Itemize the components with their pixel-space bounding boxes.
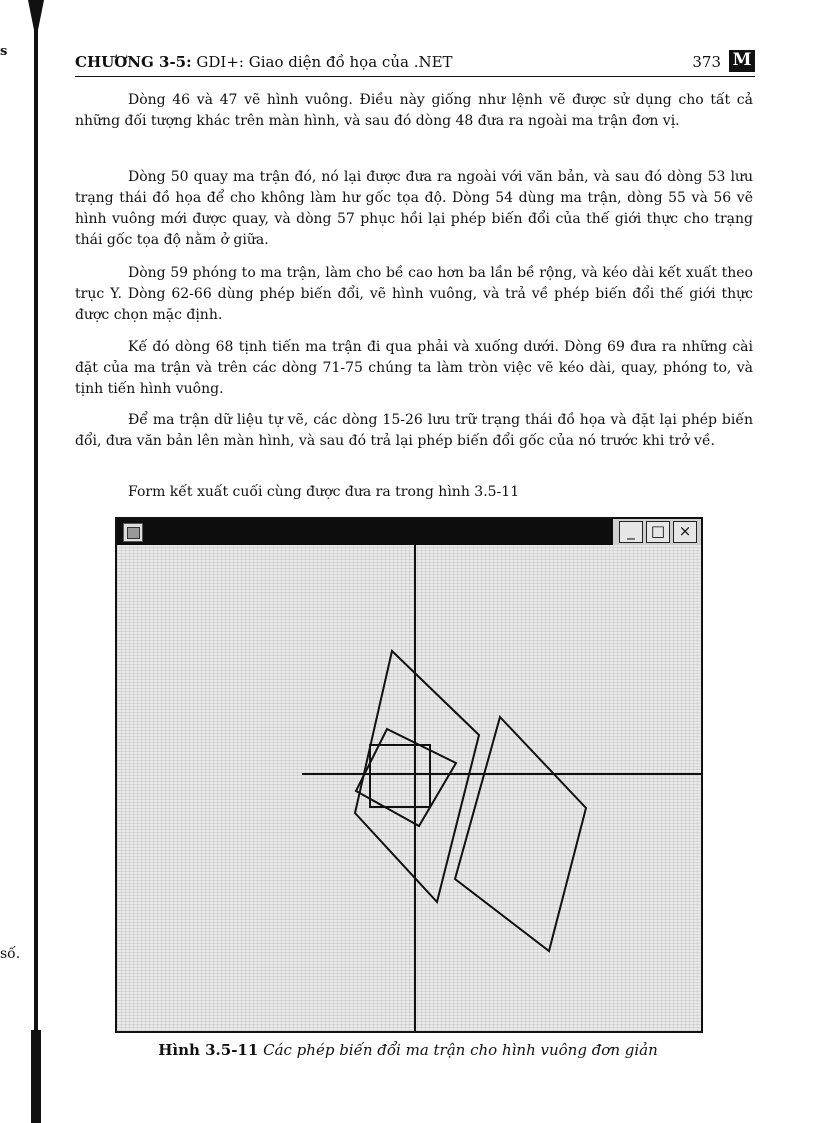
margin-mark: s — [0, 44, 8, 59]
chapter-title — [75, 53, 453, 71]
page-header — [75, 50, 755, 77]
figure-caption — [0, 1041, 816, 1059]
chapter-name: GDI+: Giao diện đồ họa của .NET — [196, 53, 453, 71]
paragraph-3: Dòng 59 phóng to ma trận, làm cho bề cao hơn ba lần bề rộng, và kéo dài kết xuất theo trục Y. Dòng 62-66 dùng phép biến đổi, vẽ hình vuông, và trả về phép biến đổi thế giới thực được chọn mặc định. — [75, 265, 753, 323]
caption-text: Các phép biến đổi ma trận cho hình vuông đơn giản — [263, 1041, 658, 1059]
screenshot-figure — [115, 517, 703, 1033]
paragraph-5: Để ma trận dữ liệu tự vẽ, các dòng 15-26 lưu trữ trạng thái đồ họa và đặt lại phép biến đổi, đưa văn bản lên màn hình, và sau đó trả lại phép biến đổi gốc của nó trước khi trở về. — [75, 412, 753, 449]
paragraph-2: Dòng 50 quay ma trận đó, nó lại được đưa ra ngoài với văn bản, và sau đó dòng 53 lưu trạng thái đồ họa để cho không làm hư gốc tọa độ. Dòng 54 dùng ma trận, dòng 55 và 56 vẽ hình vuông mới được quay, và dòng 57 phục hồi lại phép biến đổi của thế giới thực cho trạng thái gốc tọa độ nằm ở giữa. — [75, 169, 753, 248]
binding-line — [34, 0, 38, 1123]
paragraph-4: Kế đó dòng 68 tịnh tiến ma trận đi qua phải và xuống dưới. Dòng 69 đưa ra những cài đặt của ma trận và trên các dòng 71-75 chúng ta làm tròn việc vẽ kéo dài, quay, phóng to, và tịnh tiến hình vuông. — [75, 339, 753, 397]
publisher-logo: M — [729, 50, 755, 72]
page-number: 373 — [692, 53, 721, 71]
window-controls — [613, 519, 701, 545]
minimize-button[interactable]: _ — [619, 521, 643, 543]
caption-label: Hình 3.5-11 — [158, 1041, 259, 1059]
window-titlebar — [117, 519, 701, 545]
margin-text: số. — [0, 946, 21, 962]
unit-square — [370, 745, 430, 807]
figure-intro: Form kết xuất cuối cùng được đưa ra trong hình 3.5-11 — [128, 484, 520, 500]
binding-arrow — [28, 0, 44, 40]
scaled-square — [355, 651, 479, 902]
window-icon[interactable] — [123, 523, 143, 542]
drawing-canvas — [117, 545, 701, 1031]
chapter-label: CHƯƠNG 3-5: — [75, 53, 192, 71]
maximize-button[interactable]: □ — [646, 521, 670, 543]
close-button[interactable]: × — [673, 521, 697, 543]
paragraph-1: Dòng 46 và 47 vẽ hình vuông. Điều này giống như lệnh vẽ được sử dụng cho tất cả những đối tượng khác trên màn hình, và sau đó dòng 48 đưa ra ngoài ma trận đơn vị. — [75, 92, 753, 129]
